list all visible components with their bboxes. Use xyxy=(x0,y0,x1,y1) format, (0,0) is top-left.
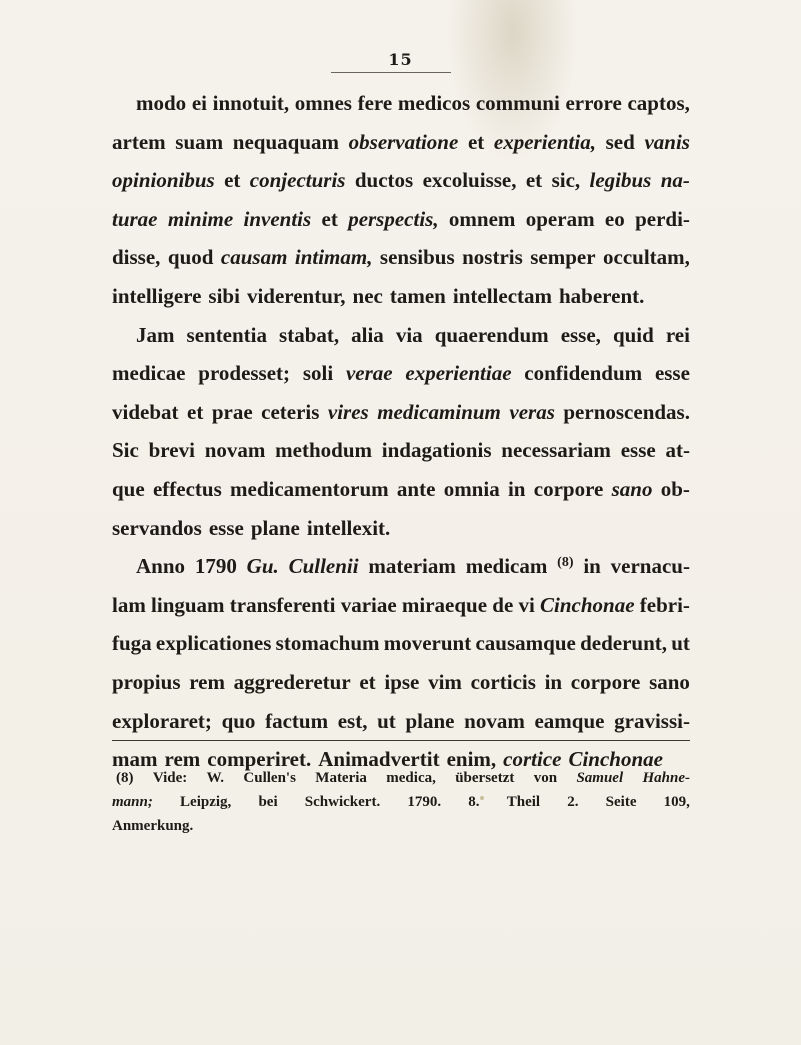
word: legibus xyxy=(589,168,652,193)
text-line xyxy=(112,238,690,277)
word: artem xyxy=(112,129,166,154)
word: rem xyxy=(189,669,225,694)
word: experientia, xyxy=(493,129,596,154)
word: brevi xyxy=(148,438,195,463)
word: 2. xyxy=(567,794,579,810)
word: innotuit, xyxy=(212,91,290,115)
word: methodum xyxy=(275,438,372,463)
word: Cinchonae xyxy=(540,592,635,617)
word: stomachum xyxy=(275,631,380,656)
word: est, xyxy=(337,708,368,733)
footnote xyxy=(112,766,690,838)
word: in xyxy=(507,476,526,501)
word: vi xyxy=(518,592,535,617)
word: ut xyxy=(377,708,396,733)
word: materiam xyxy=(368,554,456,579)
word: transferenti xyxy=(229,592,336,617)
word: et xyxy=(321,206,338,231)
word: vernacu- xyxy=(610,554,690,579)
word: nec xyxy=(352,283,383,308)
word: nostris xyxy=(462,245,523,270)
word: Samuel xyxy=(576,770,624,786)
body-text xyxy=(112,84,690,779)
word: quo xyxy=(221,708,256,733)
word: alia xyxy=(351,322,384,347)
word: perspectis, xyxy=(348,206,439,231)
word: medicamentorum xyxy=(230,476,389,501)
word: sed xyxy=(605,129,635,154)
word: esse xyxy=(208,515,244,540)
footnote-reference: (8) xyxy=(557,555,574,571)
word: intelligere xyxy=(112,283,202,308)
word: (8) xyxy=(116,770,134,786)
paper-speck xyxy=(480,796,484,800)
word: via xyxy=(395,322,423,347)
word: lam xyxy=(112,592,146,617)
word: ipse xyxy=(384,669,420,694)
word: mann; xyxy=(112,794,153,810)
word: quod xyxy=(167,245,214,270)
word: causamque xyxy=(475,631,576,656)
footnote-line xyxy=(112,814,690,838)
word: Hahne- xyxy=(642,770,690,786)
word: medicaminum xyxy=(377,399,501,424)
word: que xyxy=(112,476,145,501)
word: Leipzig, xyxy=(180,794,232,810)
text-line xyxy=(112,624,690,663)
word: explicationes xyxy=(155,631,272,656)
word: eamque xyxy=(534,708,605,733)
word: effectus xyxy=(152,476,222,501)
word: verae xyxy=(345,361,393,386)
word: sic, xyxy=(551,168,581,193)
text-line xyxy=(112,393,690,432)
word: aggrederetur xyxy=(233,669,351,694)
word: Cinchonae xyxy=(568,747,663,772)
word: enim, xyxy=(446,747,497,772)
word: intimam, xyxy=(294,245,373,270)
word: medica, xyxy=(386,770,436,786)
word: ductos xyxy=(354,168,414,193)
word: quid xyxy=(612,322,654,347)
word: von xyxy=(533,770,558,786)
word: linguam xyxy=(151,592,225,617)
word: cortice xyxy=(503,747,562,772)
word: vim xyxy=(428,669,462,694)
word: vanis xyxy=(644,129,690,154)
word: communi xyxy=(475,91,560,115)
word: Schwickert. xyxy=(304,794,381,810)
word: vires xyxy=(327,399,369,424)
word: stabat, xyxy=(279,322,340,347)
word: semper xyxy=(530,245,596,270)
word: medicam xyxy=(465,554,548,579)
word: observatione xyxy=(348,129,459,154)
word: ei xyxy=(191,91,207,115)
word: plane xyxy=(250,515,300,540)
word: occultam, xyxy=(603,245,690,270)
word: omnia xyxy=(443,476,500,501)
word: 1790 xyxy=(194,554,237,579)
word: intellectam xyxy=(452,283,552,308)
word: et xyxy=(187,399,204,424)
word: indagationis xyxy=(381,438,492,463)
text-line xyxy=(112,509,690,548)
text-line xyxy=(112,547,690,586)
word: miraeque xyxy=(401,592,488,617)
word: übersetzt xyxy=(455,770,515,786)
word: prae xyxy=(211,399,253,424)
text-line xyxy=(112,431,690,470)
word: factum xyxy=(265,708,329,733)
word: 109, xyxy=(663,794,690,810)
word: 8. xyxy=(468,794,480,810)
word: disse, xyxy=(112,245,161,270)
word: inventis xyxy=(243,206,312,231)
word: Sic xyxy=(112,438,139,463)
word: causam xyxy=(220,245,288,270)
word: Gu. xyxy=(246,554,279,579)
word: turae xyxy=(112,206,158,231)
word: pernoscendas. xyxy=(563,399,690,424)
word: captos, xyxy=(627,91,690,115)
word: suam xyxy=(175,129,224,154)
word: Materia xyxy=(315,770,367,786)
word: Anmerkung. xyxy=(112,818,194,834)
text-line xyxy=(112,663,690,702)
word: Cullenii xyxy=(288,554,359,579)
word: esse, xyxy=(560,322,601,347)
word: ut xyxy=(671,631,690,656)
word: corpore xyxy=(570,669,641,694)
word: sententia xyxy=(186,322,268,347)
word: rem xyxy=(164,747,201,772)
word: et xyxy=(224,168,241,193)
word: modo xyxy=(136,91,187,115)
word: esse xyxy=(654,361,690,386)
page-number-rule xyxy=(331,72,451,73)
word: dederunt, xyxy=(580,631,667,656)
word: bei xyxy=(258,794,278,810)
word: sibi xyxy=(208,283,240,308)
word: in xyxy=(544,669,563,694)
text-line xyxy=(112,277,690,316)
word: confidendum xyxy=(524,361,643,386)
word: fuga xyxy=(112,631,152,656)
word: exploraret; xyxy=(112,708,212,733)
word: Cullen's xyxy=(243,770,296,786)
word: ob- xyxy=(660,476,690,501)
word: de xyxy=(492,592,514,617)
word: veras xyxy=(509,399,555,424)
text-line xyxy=(112,586,690,625)
word: Theil xyxy=(506,794,541,810)
word: et xyxy=(359,669,376,694)
footnote-rule xyxy=(112,740,690,741)
word: ante xyxy=(396,476,436,501)
word: ceteris xyxy=(261,399,320,424)
word: plane xyxy=(405,708,455,733)
word: corticis xyxy=(470,669,536,694)
word: in xyxy=(583,554,601,579)
word: eo xyxy=(604,206,625,231)
word: errore xyxy=(565,91,622,115)
word: febri- xyxy=(639,592,690,617)
word: propius xyxy=(112,669,181,694)
word: operam xyxy=(525,206,595,231)
word: perdi- xyxy=(635,206,690,231)
word: minime xyxy=(167,206,234,231)
text-line xyxy=(112,470,690,509)
word: comperiret. xyxy=(207,747,312,772)
word: omnem xyxy=(448,206,516,231)
footnote-line xyxy=(112,766,690,790)
word: Jam xyxy=(136,322,175,347)
text-line xyxy=(112,161,690,200)
word: moverunt xyxy=(383,631,472,656)
text-line xyxy=(112,316,690,355)
word: soli xyxy=(302,361,334,386)
word: Seite xyxy=(605,794,637,810)
word: 1790. xyxy=(407,794,442,810)
word: prodesset; xyxy=(198,361,291,386)
word: medicos xyxy=(397,91,471,115)
word: medicae xyxy=(112,361,186,386)
text-line xyxy=(112,84,690,123)
text-line xyxy=(112,123,690,162)
text-line xyxy=(112,200,690,239)
word: gravissi- xyxy=(614,708,690,733)
word: haberent. xyxy=(559,283,645,308)
word: at- xyxy=(665,438,690,463)
word: omnes xyxy=(294,91,352,115)
word: novam xyxy=(204,438,266,463)
word: Vide: xyxy=(152,770,188,786)
word: na- xyxy=(660,168,690,193)
word: sano xyxy=(649,669,690,694)
text-line xyxy=(112,702,690,741)
page-number: 15 xyxy=(388,50,413,69)
word: Animadvertit xyxy=(318,747,440,772)
word: experientiae xyxy=(405,361,512,386)
word: esse xyxy=(620,438,656,463)
word: videbat xyxy=(112,399,179,424)
text-line xyxy=(112,354,690,393)
word: fere xyxy=(357,91,393,115)
word: necessariam xyxy=(501,438,611,463)
footnote-line xyxy=(112,790,690,814)
word: W. xyxy=(206,770,225,786)
word: novam xyxy=(464,708,525,733)
word: tamen xyxy=(389,283,446,308)
word: nequaquam xyxy=(232,129,339,154)
word: excoluisse, xyxy=(422,168,517,193)
word: quaerendum xyxy=(434,322,549,347)
word: mam xyxy=(112,747,158,772)
word: rei xyxy=(665,322,690,347)
word: sano xyxy=(611,476,653,501)
word: variae xyxy=(340,592,397,617)
word: conjecturis xyxy=(249,168,346,193)
word: et xyxy=(467,129,485,154)
word: corpore xyxy=(533,476,604,501)
word: opinionibus xyxy=(112,168,215,193)
word: viderentur, xyxy=(246,283,346,308)
word: Anno xyxy=(136,554,186,579)
word: sensibus xyxy=(379,245,455,270)
word: servandos xyxy=(112,515,202,540)
word: intellexit. xyxy=(306,515,391,540)
word: et xyxy=(525,168,543,193)
